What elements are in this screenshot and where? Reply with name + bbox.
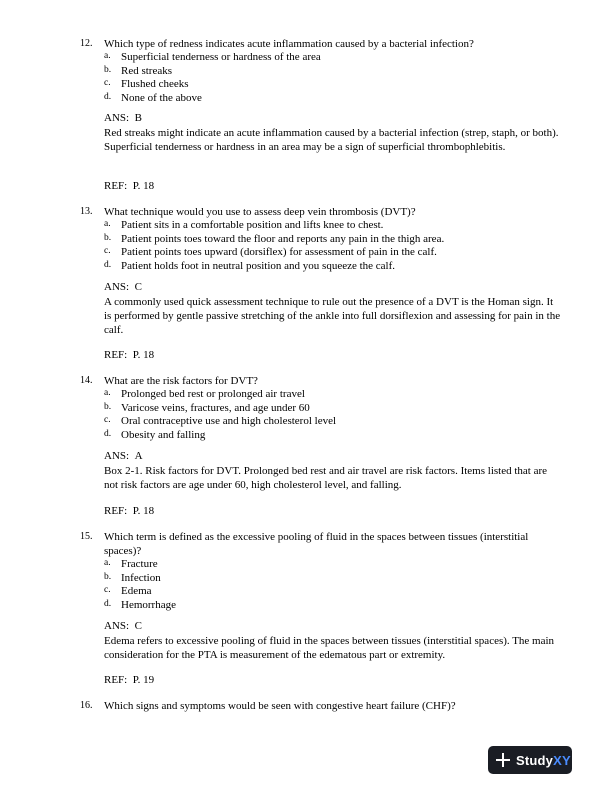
question-number: 16.: [80, 700, 93, 711]
question-text: Which signs and symptoms would be seen with congestive heart failure (CHF)?: [104, 700, 456, 712]
option-b: [0, 572, 612, 586]
question-15: [0, 530, 612, 612]
option-text: Patient points toes toward the floor and reports any pain in the thigh area.: [121, 232, 445, 245]
answer-line: [104, 450, 143, 463]
answer-value: A: [134, 450, 143, 462]
answer-label: ANS:: [104, 112, 130, 124]
answer-value: C: [134, 620, 142, 632]
option-letter: d.: [104, 598, 112, 609]
option-letter: d.: [104, 259, 112, 270]
question-number: 14.: [80, 375, 93, 386]
option-text: Superficial tenderness or hardness of the area: [121, 51, 321, 63]
option-text: Patient points toes upward (dorsiflex) for assessment of pain in the calf.: [121, 246, 437, 259]
option-d: [0, 260, 612, 274]
option-a: [0, 51, 612, 65]
option-c: [0, 78, 612, 92]
answer-line: [104, 620, 142, 633]
question-14: [0, 374, 612, 442]
studyxy-badge[interactable]: [488, 746, 572, 774]
question-number: 15.: [80, 531, 93, 542]
option-text: Patient sits in a comfortable position and lifts knee to chest.: [121, 219, 384, 231]
reference-value: P. 18: [132, 180, 155, 192]
option-b: [0, 65, 612, 79]
answer-line: [104, 281, 142, 294]
option-b: [0, 233, 612, 247]
question-text: Which type of redness indicates acute inflammation caused by a bacterial infection?: [104, 38, 474, 50]
rationale: Box 2-1. Risk factors for DVT. Prolonged bed rest and air travel are risk factors. Items listed that are not risk factors are age under 60, high cholesterol level, and falling.: [104, 465, 548, 491]
option-a: [0, 219, 612, 233]
reference-label: REF:: [104, 180, 128, 192]
option-text: None of the above: [121, 91, 202, 104]
option-letter: b.: [104, 401, 112, 412]
answer-line: [104, 112, 142, 125]
option-c: [0, 415, 612, 429]
reference-label: REF:: [104, 505, 128, 517]
answer-value: C: [134, 281, 142, 293]
option-c: [0, 585, 612, 599]
option-text: Flushed cheeks: [121, 78, 189, 91]
reference-label: REF:: [104, 674, 128, 686]
option-letter: a.: [104, 388, 111, 398]
option-letter: a.: [104, 558, 111, 568]
question-number: 12.: [80, 38, 93, 49]
option-letter: d.: [104, 428, 112, 439]
option-b: [0, 402, 612, 416]
reference-label: REF:: [104, 349, 128, 361]
question-text: Which term is defined as the excessive pooling of fluid in the spaces between tissues (interstitial spaces)?: [104, 531, 529, 557]
option-text: Prolonged bed rest or prolonged air travel: [121, 388, 305, 400]
option-text: Edema: [121, 585, 152, 598]
rationale: A commonly used quick assessment technique to rule out the presence of a DVT is the Homan sign. It is performed by gentle passive stretching of the ankle into full dorsiflexion and assessing for pain in the calf.: [104, 296, 561, 336]
plus-icon: [496, 753, 510, 767]
option-text: Varicose veins, fractures, and age under 60: [121, 401, 310, 414]
option-d: [0, 92, 612, 106]
question-text: What are the risk factors for DVT?: [104, 375, 258, 387]
option-letter: b.: [104, 571, 112, 582]
rationale: Edema refers to excessive pooling of fluid in the spaces between tissues (interstitial spaces). The main consideration for the PTA is measurement of the edematous part or extremity.: [104, 635, 555, 661]
reference-value: P. 18: [132, 505, 155, 517]
reference-value: P. 18: [132, 349, 155, 361]
answer-value: B: [134, 112, 142, 124]
question-12: [0, 37, 612, 105]
option-text: Red streaks: [121, 64, 173, 77]
rationale: Red streaks might indicate an acute inflammation caused by a bacterial infection (strep, staph, or both). Superficial tenderness or hardness in an area may be a sign of superficial thrombophlebitis.: [104, 127, 559, 153]
option-text: Oral contraceptive use and high cholesterol level: [121, 415, 337, 428]
reference-line: [104, 505, 154, 518]
option-a: [0, 558, 612, 572]
reference-value: P. 19: [132, 674, 155, 686]
option-text: Hemorrhage: [121, 598, 176, 611]
reference-line: [104, 180, 154, 193]
option-letter: b.: [104, 64, 112, 75]
answer-label: ANS:: [104, 281, 130, 293]
question-text: What technique would you use to assess deep vein thrombosis (DVT)?: [104, 206, 416, 218]
option-letter: a.: [104, 219, 111, 229]
option-text: Infection: [121, 571, 161, 584]
answer-label: ANS:: [104, 620, 130, 632]
reference-line: [104, 674, 154, 687]
studyxy-logo-text: StudyXY: [516, 752, 571, 768]
option-a: [0, 388, 612, 402]
option-text: Fracture: [121, 558, 158, 570]
option-d: [0, 599, 612, 613]
answer-label: ANS:: [104, 450, 130, 462]
option-letter: b.: [104, 232, 112, 243]
question-16: [0, 699, 612, 713]
option-letter: c.: [104, 246, 111, 257]
option-letter: c.: [104, 78, 111, 89]
option-text: Patient holds foot in neutral position and you squeeze the calf.: [121, 259, 396, 272]
option-letter: c.: [104, 585, 111, 596]
question-13: [0, 205, 612, 273]
option-letter: c.: [104, 415, 111, 426]
option-letter: a.: [104, 51, 111, 61]
option-letter: d.: [104, 91, 112, 102]
option-c: [0, 246, 612, 260]
option-d: [0, 429, 612, 443]
option-text: Obesity and falling: [121, 428, 206, 441]
reference-line: [104, 349, 154, 362]
question-number: 13.: [80, 206, 93, 217]
